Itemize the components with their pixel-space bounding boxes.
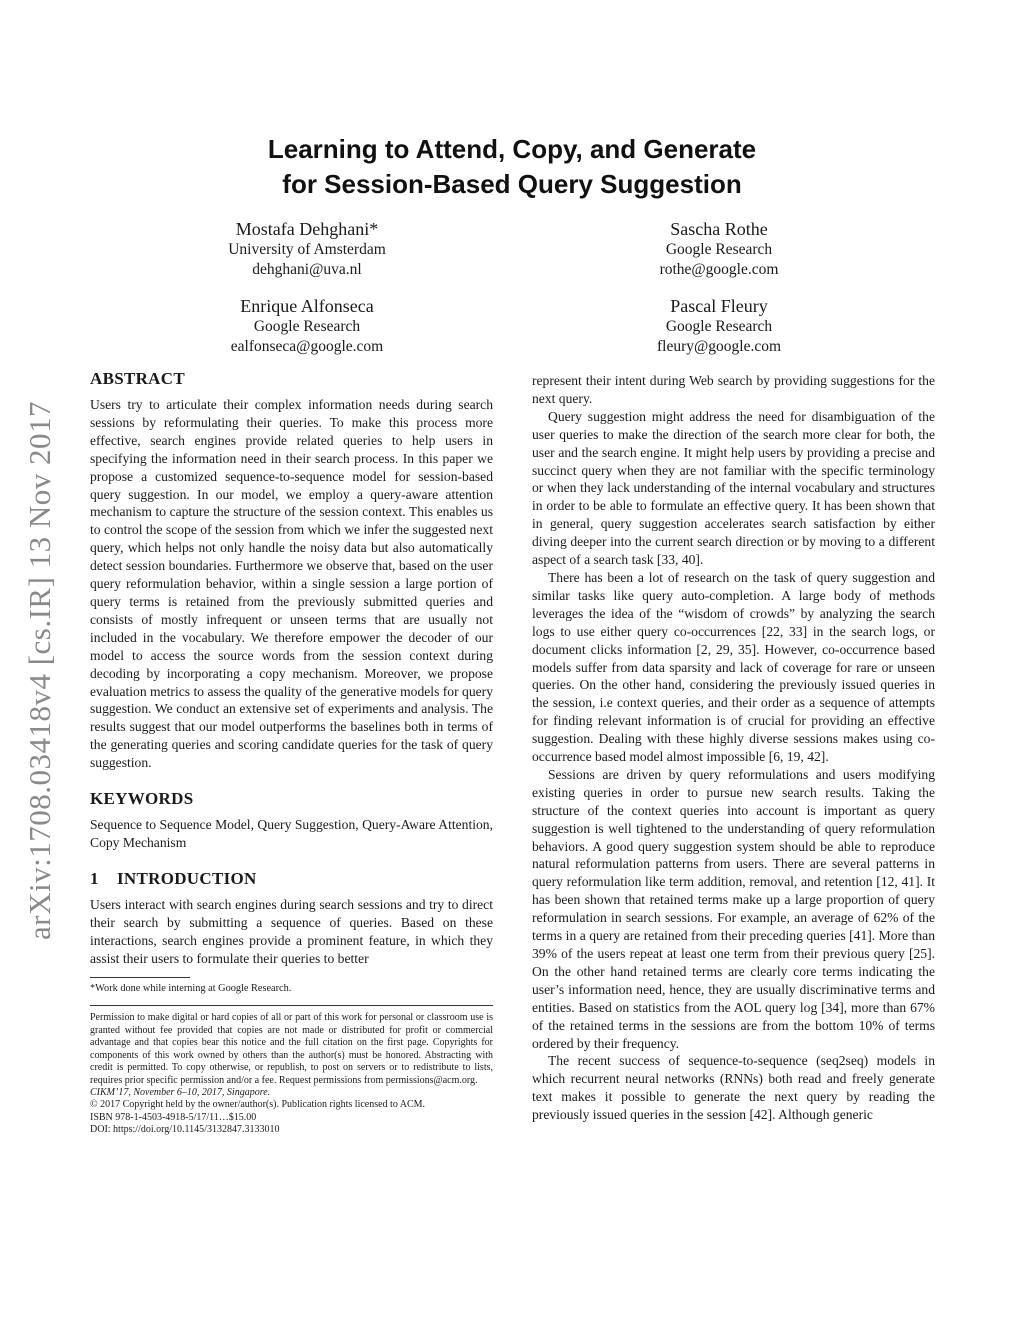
author-affiliation: Google Research: [665, 241, 773, 258]
isbn-line: ISBN 978-1-4503-4918-5/17/11…$15.00: [90, 1111, 257, 1123]
permission-text: Permission to make digital or hard copies of all or part of this work for personal or classroom use is granted without fee provided that copies are not made or distributed for profit or commercial advantage and that copies bear this notice and the full citation on the first page. Copyrights for components of this work owned by others than the author(s) must be honored. Abstracting with credit is permitted. To copy otherwise, or republish, to post on servers or to redistribute to lists, requires prior specific permission and/or a fee. Request permissions from permissions@acm.org.: [90, 1012, 493, 1086]
author-email: fleury@google.com: [656, 338, 782, 355]
intro-paragraph-4: Sessions are driven by query reformulations and users modifying existing queries in order to pursue new search results. Taking the structure of the context queries into account is important as query suggestion is well tightened to the understanding of query reformulation behaviors. A good query suggestion system should be able to reproduce natural reformulation patterns from users. There are several patterns in query reformulation like term addition, removal, and retention [12, 41]. It has been shown that retained terms make up a large proportion of query reformulation in search sessions. For example, an average of 62% of the terms in a query are retained from their preceding queries [41]. More than 39% of the users repeat at least one term from their previous query [25]. On the other hand retained terms are clearly core terms indicating the user’s information need, hence, they are usually discriminative terms and entities. Based on statistics from the AOL query log [34], more than 67% of the retained terms in the sessions are from the bottom 10% of terms ordered by their frequency.: [532, 766, 935, 1051]
intro-paragraph-2: Query suggestion might address the need for disambiguation of the user queries to make the direction of the search more clear for both, the user and the search engine. It might help users by providing a precise and succinct query when they are not familiar with the specific terminology or when they lack understanding of the internal vocabulary and structures in order to be able to formulate an effective query. It has been shown that in general, query suggestion accelerates search satisfaction by either diving deeper into the current search direction or by moving to a different aspect of a search task [33, 40].: [532, 408, 935, 568]
left-column: [90, 368, 493, 1137]
intro-paragraph-1: Users interact with search engines during search sessions and try to direct their search by submitting a sequence of queries. Based on these interactions, search engines provide a prominent feature, in which they assist their users to formulate their queries to better: [90, 896, 493, 966]
author-name: Enrique Alfonseca: [240, 296, 374, 316]
introduction-heading: 1 INTRODUCTION: [90, 868, 257, 888]
doi-line: DOI: https://doi.org/10.1145/3132847.3133010: [90, 1124, 280, 1136]
abstract-heading: ABSTRACT: [90, 369, 185, 388]
intro-paragraph-5: The recent success of sequence-to-sequence (seq2seq) models in which recurrent neural networks (RNNs) both read and freely generate text makes it possible to generate the next query by reading the previously issued queries in the session [42]. Although generic: [532, 1053, 935, 1123]
author-name: Mostafa Dehghani*: [235, 219, 379, 239]
footnote: *Work done while interning at Google Research.: [90, 983, 292, 995]
keywords-heading: KEYWORDS: [90, 789, 194, 809]
intro-paragraph-3: There has been a lot of research on the task of query suggestion and similar tasks like query auto-completion. A large body of methods leverages the idea of the “wisdom of crowds” by analyzing the search logs to use either query co-occurrences [22, 33] in the search logs, or document clicks information [2, 29, 35]. However, co-occurrence based models suffer from data sparsity and lack of coverage for rare or unseen queries. On the other hand, considering the previously issued queries in the session, i.e context queries, and their order as a sequence of attempts for finding relevant information is of crucial for providing an effective suggestion. Dealing with these highly diverse sessions makes using co-occurrence based model almost impossible [6, 19, 42].: [532, 569, 935, 765]
copyright-line: © 2017 Copyright held by the owner/author(s). Publication rights licensed to ACM.: [90, 1099, 426, 1111]
arxiv-identifier: arXiv:1708.03418v4 [cs.IR] 13 Nov 2017: [22, 400, 57, 940]
keywords-text: Sequence to Sequence Model, Query Suggestion, Query-Aware Attention, Copy Mechanism: [90, 817, 493, 850]
intro-paragraph-1-continued: represent their intent during Web search by providing suggestions for the next query.: [532, 373, 935, 406]
author-email: ealfonseca@google.com: [230, 338, 384, 355]
conference-info: CIKM’17, November 6–10, 2017, Singapore.: [90, 1086, 271, 1098]
permission-rule: [90, 1005, 493, 1006]
author-block-4: [569, 295, 869, 357]
author-block-2: [569, 218, 869, 280]
author-block-1: [157, 218, 457, 280]
author-block-3: [157, 295, 457, 357]
title-line-2: for Session-Based Query Suggestion: [282, 169, 742, 199]
abstract-text: Users try to articulate their complex information needs during search sessions by reformulating their queries. To make this process more effective, search engines provide related queries to help users in specifying the information need in their search process. In this paper we propose a customized sequence-to-sequence model for session-based query suggestion. In our model, we employ a query-aware attention mechanism to capture the structure of the session context. This enables us to control the scope of the session from which we infer the suggested next query, which helps not only handle the noisy data but also automatically detect session boundaries. Furthermore we observe that, based on the user query reformulation behavior, within a single session a large portion of query terms is retained from the previously submitted queries and consists of mostly infrequent or unseen terms that are usually not included in the vocabulary. We therefore empower the decoder of our model to access the source words from the session context during decoding by incorporating a copy mechanism. Moreover, we propose evaluation metrics to assess the quality of the generative models for query suggestion. We conduct an extensive set of experiments and analysis. The results suggest that our model outperforms the baselines both in terms of the generating queries and scoring candidate queries for the task of query suggestion.: [90, 397, 493, 771]
author-affiliation: Google Research: [665, 318, 773, 335]
paper-title: [0, 132, 1024, 202]
footnote-rule: [90, 977, 190, 978]
title-line-1: Learning to Attend, Copy, and Generate: [267, 134, 757, 164]
author-name: Sascha Rothe: [670, 219, 768, 239]
author-email: dehghani@uva.nl: [252, 261, 362, 278]
right-column: [532, 372, 935, 1124]
author-affiliation: Google Research: [253, 318, 361, 335]
author-affiliation: University of Amsterdam: [228, 241, 386, 258]
author-name: Pascal Fleury: [670, 296, 768, 316]
author-email: rothe@google.com: [659, 261, 779, 278]
